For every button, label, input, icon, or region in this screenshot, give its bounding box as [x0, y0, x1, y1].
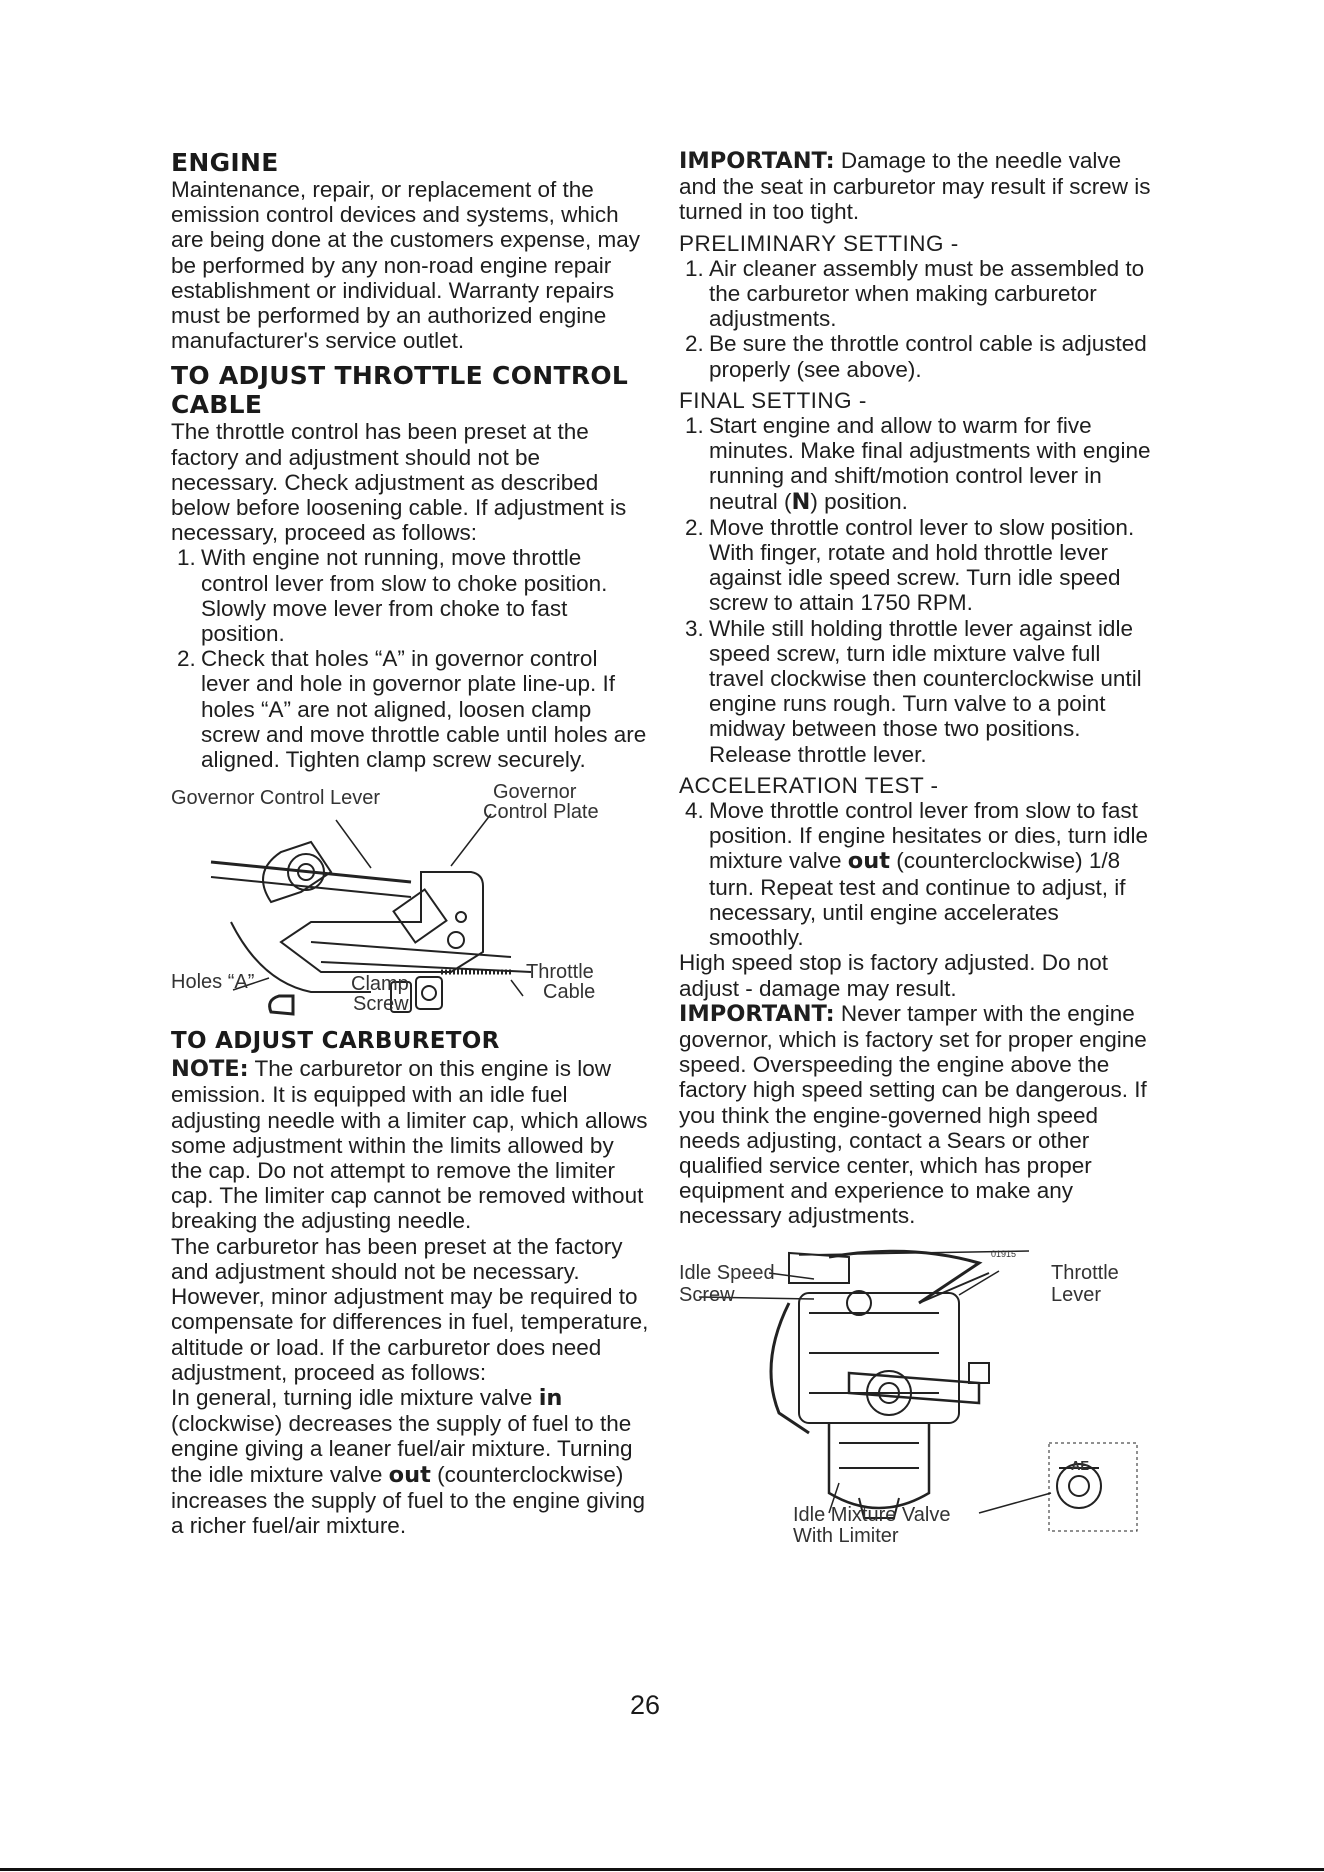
- label-throttle: Throttle: [526, 961, 594, 984]
- label-holes-a: Holes “A”: [171, 971, 255, 994]
- label-lever: Lever: [1051, 1283, 1102, 1306]
- acceleration-steps: [679, 798, 1157, 950]
- label-governor-control-lever: Governor Control Lever: [171, 787, 380, 810]
- throttle-cable-intro: The throttle control has been preset at the factory and adjustment should not be necessary. Check adjustment as described below before loosening cable. If adjustment is necessary, proceed as follows:: [171, 419, 627, 546]
- label-control-plate: Control Plate: [483, 801, 599, 824]
- label-idle-mixture-valve: Idle Mixture Valve: [793, 1503, 951, 1526]
- list-item: 1. Air cleaner assembly must be assembled to the carburetor when making carburetor adjustments.: [685, 255, 1145, 332]
- label-idle-speed: Idle Speed: [679, 1261, 775, 1284]
- carburetor-diagram: [679, 1243, 1157, 1547]
- important-note-2: IMPORTANT: Never tamper with the engine governor, which is factory set for proper engine speed. Overspeeding the engine above the factory high speed setting can be dangerous. If you think the engine-governed high speed needs adjusting, contact a Sears or other qualified service center, which has proper equipment and experience to make any necessary adjustments.: [679, 1000, 1147, 1229]
- bottom-rule: [0, 1868, 1324, 1871]
- list-item: 1. With engine not running, move throttle control lever from slow to choke position. Slowly move lever from choke to fast position.: [177, 545, 608, 647]
- page-number: 26: [630, 1690, 661, 1720]
- final-setting-heading: FINAL SETTING -: [679, 387, 867, 413]
- engine-heading: ENGINE: [171, 148, 279, 177]
- label-cable: Cable: [543, 981, 596, 1004]
- carburetor-heading: TO ADJUST CARBURETOR: [171, 1028, 500, 1055]
- throttle-cable-steps: [171, 545, 649, 772]
- left-column: [171, 148, 649, 1538]
- carburetor-note: NOTE: The carburetor on this engine is low emission. It is equipped with an idle fuel adjusting needle with a limiter cap, which allows some adjustment within the limits allowed by the cap. Do not attempt to remove the limiter cap. The limiter cap cannot be removed without breaking the adjusting needle.: [171, 1056, 648, 1234]
- label-throttle: Throttle: [1051, 1261, 1119, 1284]
- label-clamp: Clamp: [351, 973, 409, 996]
- label-idle-speed-screw: Screw: [679, 1283, 735, 1306]
- list-item: 3. While still holding throttle lever against idle speed screw, turn idle mixture valve full travel clockwise then counterclockwise until engine runs rough. Turn valve to a point midway between those two positions. Release throttle lever.: [685, 615, 1142, 767]
- preliminary-steps: [679, 256, 1157, 382]
- preliminary-setting-heading: PRELIMINARY SETTING -: [679, 230, 959, 256]
- list-item: 4. Move throttle control lever from slow to fast position. If engine hesitates or dies, turn idle mixture valve out (counterclockwise) 1/8 turn. Repeat test and continue to adjust, if necessary, until engine accelerates smoothly.: [685, 798, 1149, 951]
- engine-body: Maintenance, repair, or replacement of the emission control devices and systems, which are being done at the customers expense, may be performed by any non-road engine repair establishment or individual. Warranty repairs must be performed by an authorized engine manufacturer's service outlet.: [171, 177, 641, 354]
- list-item: 2. Check that holes “A” in governor control lever and hole in governor plate line-up. If holes “A” are not aligned, loosen clamp screw and move throttle cable until holes are aligned. Tighten clamp screw securely.: [177, 646, 647, 773]
- label-ae: AE: [1071, 1457, 1090, 1473]
- governor-diagram: [171, 782, 649, 1027]
- label-with-limiter: With Limiter: [793, 1524, 899, 1547]
- right-column: [679, 148, 1157, 1547]
- label-governor: Governor: [493, 781, 577, 804]
- final-steps: [679, 413, 1157, 767]
- high-speed-note: High speed stop is factory adjusted. Do not adjust - damage may result.: [679, 950, 1108, 1001]
- carburetor-para2: The carburetor has been preset at the factory and adjustment should not be necessary. However, minor adjustment may be required to compensate for differences in fuel, temperature, altitude or load. If the carburetor does need adjustment, proceed as follows:: [171, 1233, 649, 1385]
- acceleration-test-heading: ACCELERATION TEST -: [679, 772, 939, 798]
- label-figure-code: 01915: [991, 1248, 1017, 1259]
- list-item: 1. Start engine and allow to warm for five minutes. Make final adjustments with engine running and shift/motion control lever in neutral (N) position.: [685, 413, 1151, 515]
- list-item: 2. Be sure the throttle control cable is adjusted properly (see above).: [685, 331, 1147, 382]
- important-note-1: IMPORTANT: Damage to the needle valve and the seat in carburetor may result if screw is turned in too tight.: [679, 148, 1151, 225]
- label-screw: Screw: [353, 993, 409, 1016]
- throttle-cable-heading: TO ADJUST THROTTLE CONTROL CABLE: [171, 361, 629, 420]
- list-item: 2. Move throttle control lever to slow position. With finger, rotate and hold throttle lever against idle speed screw. Turn idle speed screw to attain 1750 RPM.: [685, 514, 1135, 616]
- carburetor-para3: In general, turning idle mixture valve in (clockwise) decreases the supply of fuel to the engine giving a leaner fuel/air mixture. Turning the idle mixture valve out (counterclockwise) increases the supply of fuel to the engine giving a richer fuel/air mixture.: [171, 1384, 646, 1538]
